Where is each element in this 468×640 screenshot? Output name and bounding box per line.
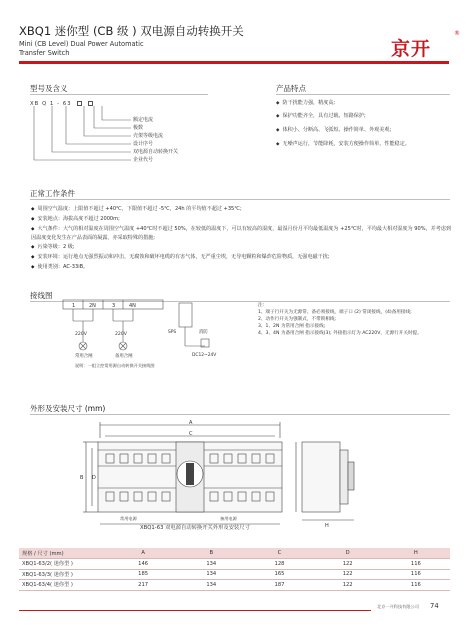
- cell-a: 217: [109, 580, 177, 591]
- cell-h: 116: [382, 569, 450, 580]
- dimensions-heading-rule: [30, 414, 450, 415]
- page-title: XBQ1 迷你型 (CB 级 ) 双电源自动转换开关: [19, 24, 244, 38]
- features-heading: 产品特点: [276, 84, 306, 93]
- header-c: C: [245, 548, 313, 559]
- cell-model: XBQ1-63/3( 迷你型 ): [19, 569, 109, 580]
- header-h: H: [382, 548, 450, 559]
- model-label-rated-current: 额定电流: [133, 117, 154, 123]
- subtitle-line-2: Transfer Switch: [19, 48, 70, 57]
- wiring-note: 4、3、4N 为备用合闸 指示接线(3); 外接指示灯为 AC220V，无源行开关时提。: [258, 331, 422, 336]
- code-dash: -: [57, 101, 61, 107]
- feature-text: 保护功能齐全，具有过载、短路保护;: [282, 113, 366, 119]
- terminal-4n: 4N: [129, 303, 136, 309]
- cell-b: 134: [177, 580, 245, 591]
- model-label-frame-current: 壳架等级电流: [133, 133, 164, 139]
- header-a: A: [109, 548, 177, 559]
- table-row: [19, 569, 450, 580]
- table-header-row: [19, 548, 450, 559]
- terminal-2n: 2N: [89, 303, 96, 309]
- dim-b-label: B: [80, 475, 84, 481]
- feature-item: ◆ 无噪声运行，节能降耗，安装方便操作简单，性能稳定。: [276, 141, 410, 147]
- wiring-notes: [258, 302, 448, 337]
- registered-mark: ®: [454, 30, 460, 37]
- model-code-leaders: [28, 106, 138, 172]
- code-xb: XB: [30, 101, 40, 107]
- brand-logo: 京开: [391, 38, 432, 60]
- feature-text: 体积小、分断高、飞弧短、操作简单、外观美观;: [282, 127, 392, 133]
- relay-label: 消防: [199, 330, 208, 335]
- spec-table: [19, 548, 450, 591]
- cell-h: 116: [382, 580, 450, 591]
- conditions-heading-rule: [30, 199, 450, 200]
- feature-item: ◆ 保护功能齐全，具有过载、短路保护;: [276, 113, 366, 119]
- features-heading-rule: [276, 94, 450, 95]
- model-label-design-no: 设计序号: [133, 141, 154, 147]
- condition-item: ◆ 大气条件：大气的相对温度在周围空气温度 +40℃时不超过 50%，在较低的温度下，可以有较高的湿度，最湿月份月平均最低温度为 +25℃时，平均最大相对湿度为 90%，并考虑到因温度变化发生在产品表面的凝露，亦采取特殊的措施;: [31, 225, 451, 242]
- footer-company: 北京一开科技有限公司: [377, 604, 419, 609]
- wiring-note: 1、端子行开关为无源常、备必须接线，端子口 (2) 常闭接线，(4)备用接线;: [258, 310, 412, 315]
- wiring-notes-title: 注:: [258, 303, 265, 308]
- condition-item: ◆ 周围空气温度：上限值不超过 +40℃，下限值不超过 -5℃，24h 的平均值不超过 +35℃;: [31, 205, 451, 214]
- cell-b: 134: [177, 559, 245, 570]
- model-heading: 型号及含义: [30, 84, 68, 93]
- wiring-heading: 接线图: [30, 291, 53, 300]
- cell-model: XBQ1-63/4( 迷你型 ): [19, 580, 109, 591]
- code-63: 63: [62, 101, 72, 107]
- code-1: 1: [50, 101, 55, 107]
- dc-label: DC12~24V: [192, 353, 217, 358]
- footer-rule: [19, 610, 371, 611]
- switch-side-view: [302, 442, 340, 512]
- condition-item: ◆ 安装环境：运行地点无强烈振动和冲击，无腐蚀和破坏电缆的有害气体，无严重尘埃，无导电颗粒和爆炸危险物质，无强电磁干扰;: [31, 253, 451, 262]
- model-heading-rule: [30, 94, 208, 95]
- page-subtitle: [19, 40, 144, 57]
- subtitle-line-1: Mini (CB Level) Dual Power Automatic: [19, 40, 144, 48]
- dimensions-caption: XBQ1-63 双电源自动转换开关外形及安装尺寸: [140, 525, 250, 531]
- model-label-poles: 极数: [133, 125, 144, 131]
- cell-b: 134: [177, 569, 245, 580]
- feature-text: 无噪声运行，节能降耗，安装方便操作简单，性能稳定。: [282, 141, 410, 147]
- cell-c: 187: [245, 580, 313, 591]
- feature-item: ◆ 体积小、分断高、飞弧短、操作简单、外观美观;: [276, 127, 392, 133]
- cell-c: 128: [245, 559, 313, 570]
- table-row: [19, 580, 450, 591]
- header-rule: [19, 61, 449, 64]
- condition-item: ◆ 安装地点：海拔高度不超过 2000m;: [31, 215, 451, 224]
- cell-d: 122: [314, 569, 382, 580]
- lamp-left-voltage: 220V: [75, 332, 87, 337]
- table-row: [19, 559, 450, 570]
- condition-item: ◆ 污染等级：2 级;: [31, 243, 451, 252]
- relay-box: [179, 303, 192, 327]
- condition-item: ◆ 使用类别：AC-33iB。: [31, 263, 451, 272]
- dim-h-label: H: [325, 523, 329, 529]
- screw-right-label: 备用电源: [220, 516, 237, 521]
- cell-h: 116: [382, 559, 450, 570]
- cell-d: 122: [314, 559, 382, 570]
- model-label-company-code: 企业代号: [133, 157, 154, 163]
- code-q: Q: [42, 101, 48, 107]
- sps-label: SPS: [168, 330, 177, 335]
- screw-left-label: 常用电源: [120, 516, 137, 521]
- conditions-heading: 正常工作条件: [30, 189, 75, 198]
- page-number: 74: [430, 602, 439, 610]
- cell-a: 185: [109, 569, 177, 580]
- cell-d: 122: [314, 580, 382, 591]
- dimensions-heading: 外形及安装尺寸 (mm): [30, 404, 106, 413]
- cell-model: XBQ1-63/2( 迷你型 ): [19, 559, 109, 570]
- header-d: D: [314, 548, 382, 559]
- dim-c-label: C: [189, 431, 193, 437]
- conditions-list: [31, 205, 451, 272]
- header-spec: 规格 / 尺寸 (mm): [19, 548, 109, 559]
- wiring-caption: 说明：一组立控常用源自动转换开关接线图: [75, 363, 155, 368]
- cell-c: 165: [245, 569, 313, 580]
- terminal-3: 3: [112, 303, 116, 309]
- feature-text: 防干扰能力强，精度高;: [282, 100, 336, 106]
- dim-a-label: A: [189, 420, 193, 426]
- lamp-right-voltage: 220V: [115, 332, 127, 337]
- dim-d-label: D: [92, 475, 96, 481]
- lamp-right-label: 备用合闸: [115, 354, 133, 359]
- wiring-note: 3、1、2N 为常用合闸 指示接线;: [258, 324, 326, 329]
- wiring-note: 2、动作行开关为强制式，不带锁相线;: [258, 317, 336, 322]
- cell-a: 146: [109, 559, 177, 570]
- terminal-1: 1: [72, 303, 76, 309]
- lamp-left-label: 常用合闸: [75, 354, 93, 359]
- model-label-ats: 双电源自动转换开关: [133, 149, 179, 155]
- feature-item: ◆ 防干扰能力强，精度高;: [276, 100, 336, 106]
- header-b: B: [177, 548, 245, 559]
